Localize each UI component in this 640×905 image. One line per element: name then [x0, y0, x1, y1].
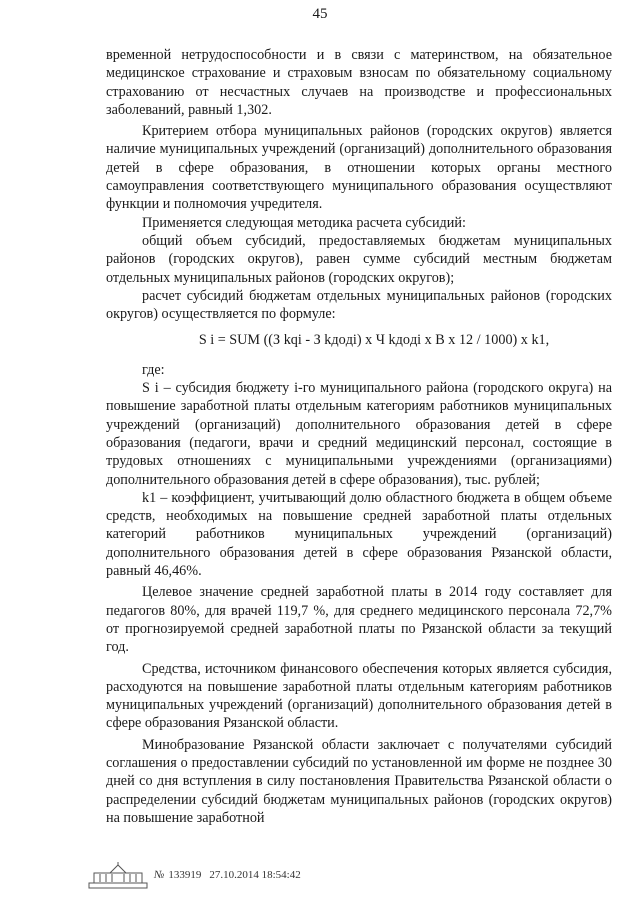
- paragraph: Применяется следующая методика расчета субсидий:: [142, 214, 466, 231]
- number-sign: №: [154, 869, 165, 881]
- document-footer: [88, 860, 301, 890]
- page-number: 45: [312, 6, 328, 22]
- document-datetime: 27.10.2014 18:54:42: [209, 869, 301, 881]
- paragraph: расчет субсидий бюджетам отдельных муниципальных районов (городских округов) осуществляется по формуле:: [106, 287, 612, 323]
- paragraph: Целевое значение средней заработной платы в 2014 году составляет для педагогов 80%, для врачей 119,7 %, для среднего медицинского персонала 72,7% от прогнозируемой средней заработной платы по Рязанской области за текущий год.: [106, 584, 612, 656]
- paragraph: k1 – коэффициент, учитывающий долю областного бюджета в общем объеме средств, необходимых на повышение средней заработной платы отдельных категорий работников муниципальных учреждений (организаций) дополнительного образования детей в сфере образования Рязанской области, равный 46,46%.: [106, 489, 612, 580]
- paragraph: временной нетрудоспособности и в связи с материнством, на обязательное медицинское страхование и страховым взносам по обязательному социальному страхованию от несчастных случаев на производстве и профессиональных заболеваний, равный 1,302.: [106, 47, 612, 118]
- government-building-stamp-icon: [88, 861, 148, 889]
- paragraph: Минобразование Рязанской области заключает с получателями субсидий соглашения о предоставлении субсидий по установленной им форме не позднее 30 дней со дня вступления в силу постановления Правительства Рязанской области о распределении субсидий бюджетам муниципальных районов (городских округов) на повышение заработной: [106, 736, 612, 826]
- body-text: [106, 46, 612, 827]
- paragraph: S i – субсидия бюджету i-го муниципального района (городского округа) на повышение заработной платы отдельным категориям работников муниципальных учреждений (организаций) дополнительного образования детей в сфере образования (педагоги, врачи и средний медицинский персонал, состоящие в трудовых отношениях с муниципальными учреждениями (организациями) дополнительного образования детей в сфере образования), тыс. рублей;: [106, 380, 612, 488]
- document-number: 133919: [168, 869, 202, 881]
- paragraph: Средства, источником финансового обеспечения которых является субсидия, расходуются на повышение заработной платы отдельным категориям работников муниципальных учреждений (организаций) дополнительного образования детей в сфере образования Рязанской области.: [106, 660, 612, 732]
- paragraph: Критерием отбора муниципальных районов (городских округов) является наличие муниципальных учреждений (организаций) дополнительного образования детей в сфере образования, в отношении которых органы местного самоуправления соответствующего муниципального образования осуществляют функции и полномочия учредителя.: [106, 123, 612, 213]
- paragraph: где:: [142, 361, 165, 378]
- formula: S i = SUM ((З kqi - З kдoдi) х Ч kдoдi х В х 12 / 1000) х k1,: [198, 332, 550, 349]
- paragraph: общий объем субсидий, предоставляемых бюджетам муниципальных районов (городских округов), равен сумме субсидий местным бюджетам отдельных муниципальных районов (городских округов);: [106, 232, 612, 286]
